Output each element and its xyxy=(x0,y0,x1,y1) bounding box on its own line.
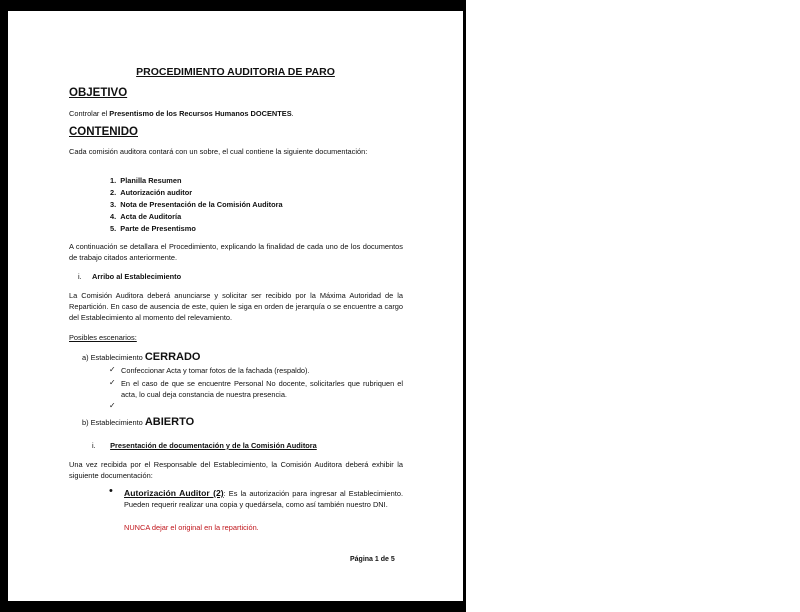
doc-list-item-1: 1. Planilla Resumen xyxy=(110,176,182,185)
scenario-a-state: CERRADO xyxy=(144,351,201,363)
objective-heading: OBJETIVO xyxy=(69,87,128,99)
bullet-icon: • xyxy=(109,485,113,497)
check-mark-icon: ✓ xyxy=(109,401,116,410)
scenario-b: b) Establecimiento ABIERTO xyxy=(82,416,195,428)
check-item-1: Confeccionar Acta y tomar fotos de la fachada (respaldo). xyxy=(121,366,310,375)
sub-i-body: Una vez recibida por el Responsable del Establecimiento, la Comisión Auditora deberá exhibir la siguiente documentación: xyxy=(69,460,403,480)
doc-list-item-3: 3. Nota de Presentación de la Comisión Auditora xyxy=(110,200,283,209)
sub-i-heading: i. Presentación de documentación y de la Comisión Auditora xyxy=(92,441,317,450)
scenario-a: a) Establecimiento CERRADO xyxy=(82,351,201,363)
section-i-body: La Comisión Auditora deberá anunciarse y solicitar ser recibido por la Máxima Autoridad de la Repartición. En caso de ausencia de este, quien le siga en orden de jerarquía o se encuentre a cargo del Establecimiento al momento del relevamiento. xyxy=(69,291,403,322)
check-item-2: En el caso de que se encuentre Personal No docente, solicitarles que rubriquen el acta, lo cual deja constancia de nuestra presencia. xyxy=(121,379,403,399)
check-mark-icon: ✓ xyxy=(109,378,116,387)
document-title: PROCEDIMIENTO AUDITORIA DE PARO xyxy=(136,66,335,78)
bullet-warning: NUNCA dejar el original en la repartición. xyxy=(124,523,259,532)
bullet-item: Autorización Auditor (2): Es la autorización para ingresar al Establecimiento. Pueden requerir realizar una copia y quedársela, como así también nuestro DNI. xyxy=(124,488,403,509)
doc-list-item-5: 5. Parte de Presentismo xyxy=(110,224,196,233)
doc-list-item-4: 4. Acta de Auditoría xyxy=(110,212,182,221)
doc-list-item-2: 2. Autorización auditor xyxy=(110,188,193,197)
section-i-heading: i. Arribo al Establecimiento xyxy=(78,272,182,281)
page-footer: Página 1 de 5 xyxy=(350,556,395,563)
scenarios-label: Posibles escenarios: xyxy=(69,333,137,342)
content-heading: CONTENIDO xyxy=(69,126,138,138)
scenario-b-state: ABIERTO xyxy=(144,416,195,428)
objective-text: Controlar el Presentismo de los Recursos Humanos DOCENTES. xyxy=(69,109,294,118)
procedure-intro: A continuación se detallara el Procedimiento, explicando la finalidad de cada uno de los documentos de trabajo citados anteriormente. xyxy=(69,242,403,262)
content-intro: Cada comisión auditora contará con un sobre, el cual contiene la siguiente documentación: xyxy=(69,147,368,156)
check-mark-icon: ✓ xyxy=(109,365,116,374)
document-page xyxy=(8,11,463,601)
